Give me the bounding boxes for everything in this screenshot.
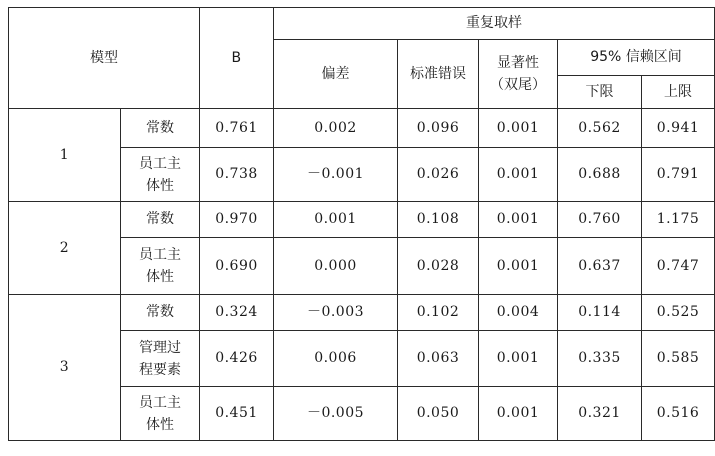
header-significance	[479, 40, 558, 109]
model-number: 2	[9, 202, 121, 295]
bias-value: －0.001	[274, 148, 398, 202]
variable-name-line2: 体性	[146, 177, 174, 194]
std-error-value: 0.063	[398, 331, 479, 387]
b-value: 0.451	[200, 387, 274, 441]
std-error-value: 0.096	[398, 109, 479, 148]
model-number: 3	[9, 295, 121, 441]
table-row	[9, 295, 715, 331]
significance-value: 0.004	[479, 295, 558, 331]
b-value: 0.738	[200, 148, 274, 202]
variable-name-line2: 程要素	[139, 361, 181, 378]
header-b: B	[200, 8, 274, 109]
bias-value: －0.003	[274, 295, 398, 331]
ci-upper-value: 0.747	[642, 238, 715, 295]
significance-value: 0.001	[479, 331, 558, 387]
bootstrap-coefficients-table	[8, 7, 715, 441]
header-confidence-interval: 95% 信赖区间	[558, 40, 715, 76]
header-bias: 偏差	[274, 40, 398, 109]
header-lower: 下限	[558, 76, 642, 109]
variable-name: 常数	[121, 202, 200, 238]
table-row	[9, 109, 715, 148]
std-error-value: 0.108	[398, 202, 479, 238]
ci-lower-value: 0.321	[558, 387, 642, 441]
header-std-error: 标准错误	[398, 40, 479, 109]
header-sig-line1: 显著性	[497, 55, 539, 71]
header-model: 模型	[9, 8, 200, 109]
std-error-value: 0.028	[398, 238, 479, 295]
ci-lower-value: 0.760	[558, 202, 642, 238]
std-error-value: 0.026	[398, 148, 479, 202]
variable-name-line2: 体性	[146, 416, 174, 433]
variable-name	[121, 331, 200, 387]
b-value: 0.690	[200, 238, 274, 295]
ci-upper-value: 0.585	[642, 331, 715, 387]
variable-name-line1: 员工主	[139, 155, 181, 172]
std-error-value: 0.102	[398, 295, 479, 331]
ci-upper-value: 0.516	[642, 387, 715, 441]
variable-name	[121, 148, 200, 202]
bias-value: 0.001	[274, 202, 398, 238]
significance-value: 0.001	[479, 202, 558, 238]
ci-lower-value: 0.114	[558, 295, 642, 331]
header-sig-line2: （双尾）	[490, 77, 546, 93]
ci-lower-value: 0.562	[558, 109, 642, 148]
ci-lower-value: 0.688	[558, 148, 642, 202]
variable-name	[121, 238, 200, 295]
table-row	[9, 202, 715, 238]
ci-upper-value: 0.941	[642, 109, 715, 148]
std-error-value: 0.050	[398, 387, 479, 441]
b-value: 0.426	[200, 331, 274, 387]
variable-name-line1: 员工主	[139, 394, 181, 411]
variable-name-line1: 管理过	[139, 339, 181, 356]
bias-value: 0.000	[274, 238, 398, 295]
ci-lower-value: 0.335	[558, 331, 642, 387]
bias-value: 0.002	[274, 109, 398, 148]
variable-name: 常数	[121, 109, 200, 148]
variable-name	[121, 387, 200, 441]
variable-name-line1: 员工主	[139, 247, 181, 263]
ci-lower-value: 0.637	[558, 238, 642, 295]
ci-upper-value: 0.791	[642, 148, 715, 202]
significance-value: 0.001	[479, 387, 558, 441]
variable-name: 常数	[121, 295, 200, 331]
b-value: 0.970	[200, 202, 274, 238]
significance-value: 0.001	[479, 238, 558, 295]
significance-value: 0.001	[479, 148, 558, 202]
b-value: 0.761	[200, 109, 274, 148]
significance-value: 0.001	[479, 109, 558, 148]
variable-name-line2: 体性	[146, 269, 174, 285]
header-upper: 上限	[642, 76, 715, 109]
header-bootstrap: 重复取样	[274, 8, 715, 40]
bias-value: 0.006	[274, 331, 398, 387]
b-value: 0.324	[200, 295, 274, 331]
bias-value: －0.005	[274, 387, 398, 441]
ci-upper-value: 1.175	[642, 202, 715, 238]
model-number: 1	[9, 109, 121, 202]
ci-upper-value: 0.525	[642, 295, 715, 331]
